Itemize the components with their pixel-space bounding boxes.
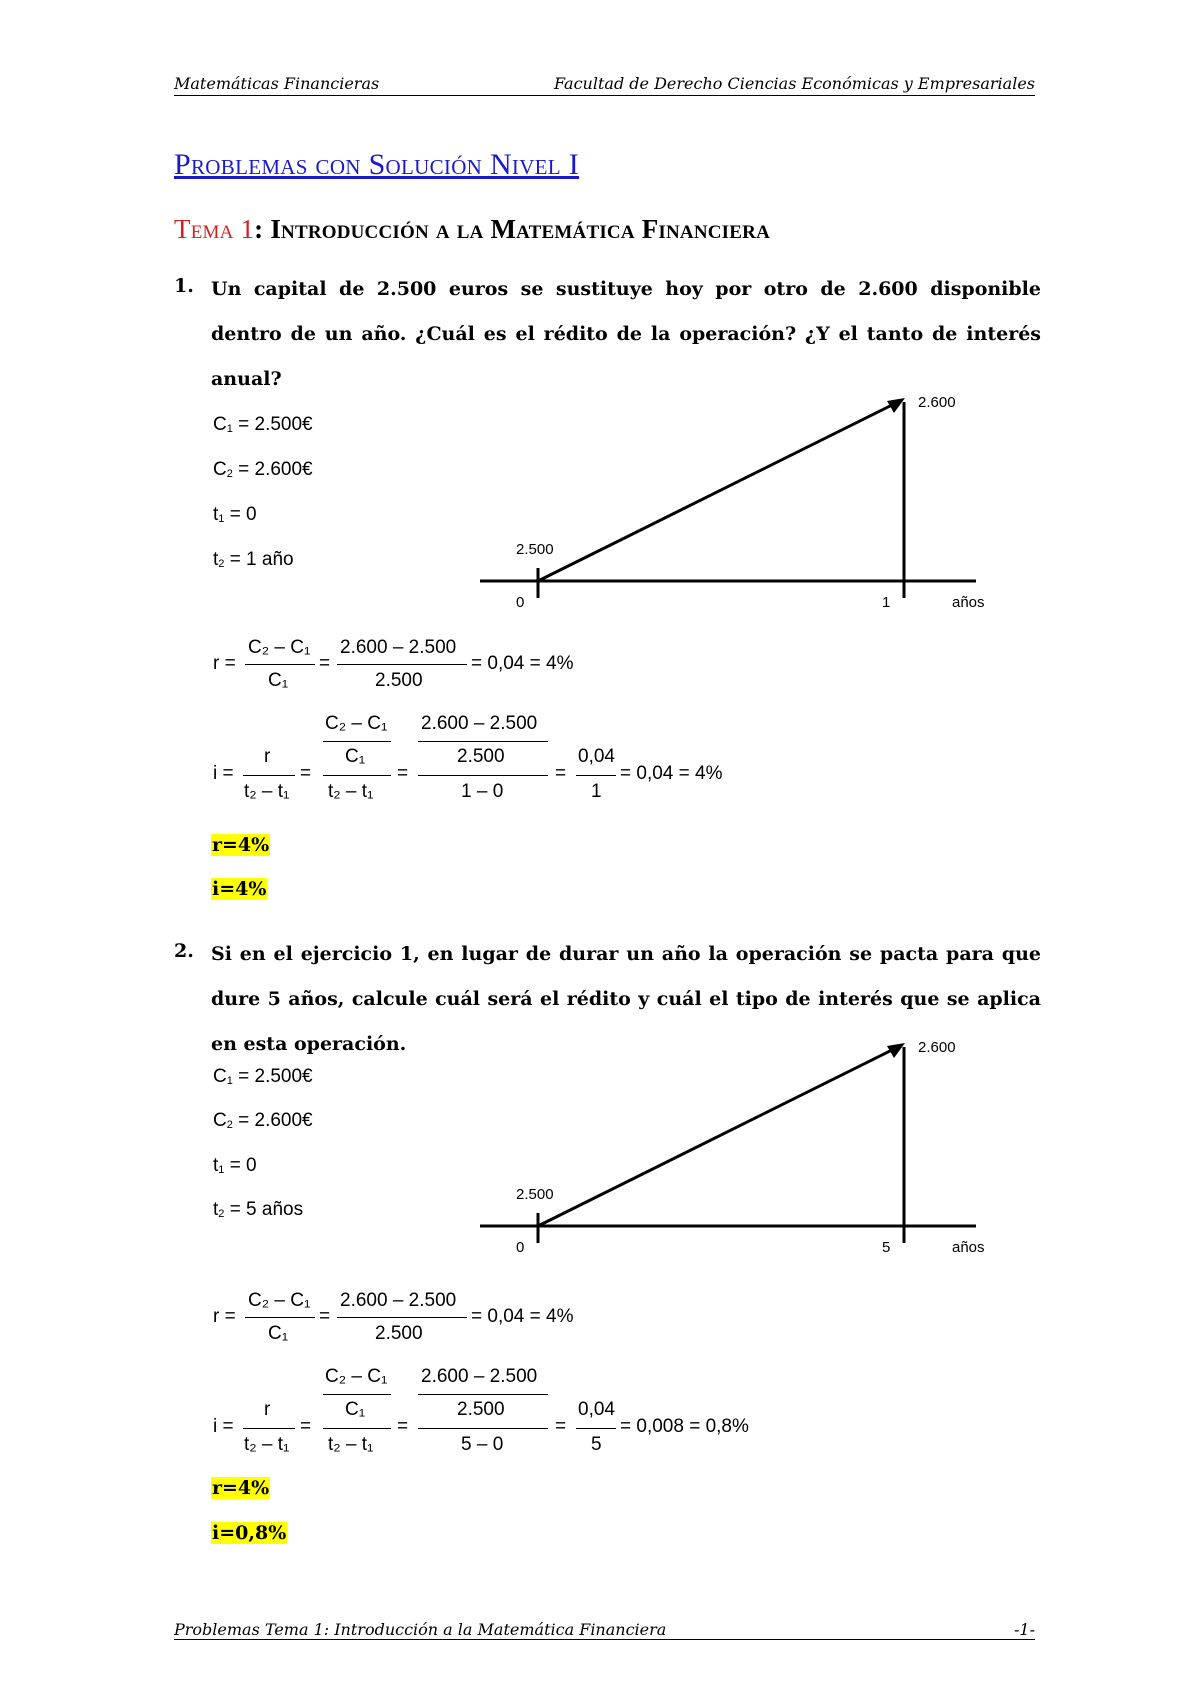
i-num1: r <box>264 1399 271 1420</box>
end-value-label: 2.600 <box>918 1039 956 1056</box>
i-den4: 5 <box>591 1434 602 1455</box>
data-t2: $t_2 = 1$ año <box>213 549 294 570</box>
i-num2-top: C₂ – C₁ <box>325 713 388 734</box>
fraction-bar <box>418 741 548 742</box>
i-result: = 0,04 = 4% <box>620 763 723 784</box>
data-c1: $C_1$ = 2.500€ <box>213 1066 313 1087</box>
equals: = <box>319 1306 331 1327</box>
r-num2: 2.600 – 2.500 <box>340 637 457 658</box>
end-time-label: 5 <box>882 1239 891 1256</box>
r-den1: C₁ <box>268 1323 289 1344</box>
fraction-bar <box>576 775 616 776</box>
fraction-bar <box>323 1394 391 1395</box>
data-t1: $t_1 = 0$ <box>213 1155 257 1176</box>
equals: = <box>319 653 331 674</box>
fraction-bar <box>418 775 548 776</box>
i-den4: 1 <box>591 781 602 802</box>
growth-arrow <box>538 1049 894 1226</box>
i-den3: 1 – 0 <box>461 781 504 802</box>
data-c1: $C_1$ = 2.500€ <box>213 414 313 435</box>
i-num2-bot: C₁ <box>345 746 366 767</box>
fraction-bar <box>418 1428 548 1429</box>
r-den2: 2.500 <box>375 670 423 691</box>
start-value-label: 2.500 <box>516 541 554 558</box>
data-c2: $C_2$ = 2.600€ <box>213 1110 313 1131</box>
problem-statement: Si en el ejercicio 1, en lugar de durar un año la operación se pacta para que dure 5 años, calcule cuál será el rédito y cuál el tipo de interés que se aplica en esta operación. <box>211 943 1041 1055</box>
equals: = <box>300 763 312 784</box>
i-lhs: i = <box>213 763 234 784</box>
timeline-diagram <box>480 1035 1000 1256</box>
i-num1: r <box>264 746 271 767</box>
fraction-bar <box>576 1428 616 1429</box>
arrow-head <box>887 1043 905 1058</box>
fraction-bar <box>323 1428 391 1429</box>
data-t2: $t_2 = 5$ años <box>213 1199 304 1220</box>
i-num3-bot: 2.500 <box>457 746 505 767</box>
equals: = <box>555 1416 567 1437</box>
i-num4: 0,04 <box>578 746 615 767</box>
i-num3-bot: 2.500 <box>457 1399 505 1420</box>
footer-left: Problemas Tema 1: Introducción a la Matemática Financiera <box>174 1620 667 1639</box>
growth-arrow <box>538 404 894 581</box>
fraction-bar <box>337 1317 467 1318</box>
start-time-label: 0 <box>516 1239 525 1256</box>
timeline-diagram <box>480 390 1000 611</box>
answer-r: r=4% <box>212 834 270 856</box>
r-num1: C₂ – C₁ <box>248 1290 311 1311</box>
header-right: Facultad de Derecho Ciencias Económicas y Empresariales <box>554 74 1035 93</box>
i-den2: t₂ – t₁ <box>328 1434 374 1455</box>
r-den1: C₁ <box>268 670 289 691</box>
fraction-bar <box>323 741 391 742</box>
end-time-label: 1 <box>882 594 891 611</box>
start-value-label: 2.500 <box>516 1186 554 1203</box>
i-num2-top: C₂ – C₁ <box>325 1366 388 1387</box>
equals: = <box>300 1416 312 1437</box>
start-time-label: 0 <box>516 594 525 611</box>
i-den1: t₂ – t₁ <box>244 1434 290 1455</box>
r-lhs: r = <box>213 653 236 674</box>
i-num4: 0,04 <box>578 1399 615 1420</box>
section-title <box>174 214 770 245</box>
page-title: Problemas con Solución Nivel I <box>174 148 580 181</box>
r-num1: C₂ – C₁ <box>248 637 311 658</box>
equals: = <box>555 763 567 784</box>
fraction-bar <box>245 1317 315 1318</box>
i-num3-top: 2.600 – 2.500 <box>421 713 538 734</box>
answer-i: i=0,8% <box>212 1522 287 1544</box>
fraction-bar <box>243 1428 295 1429</box>
data-c2: $C_2$ = 2.600€ <box>213 459 313 480</box>
i-result: = 0,008 = 0,8% <box>620 1416 749 1437</box>
r-result: = 0,04 = 4% <box>471 653 574 674</box>
page-number: -1- <box>1014 1620 1035 1639</box>
i-den2: t₂ – t₁ <box>328 781 374 802</box>
r-lhs: r = <box>213 1306 236 1327</box>
equals: = <box>397 763 409 784</box>
problem-statement: Un capital de 2.500 euros se sustituye hoy por otro de 2.600 disponible dentro de un año. ¿Cuál es el rédito de la operación? ¿Y el tanto de interés anual? <box>211 278 1041 390</box>
equals: = <box>397 1416 409 1437</box>
answer-i: i=4% <box>212 878 267 900</box>
tema-label: Tema 1 <box>174 214 255 244</box>
i-den1: t₂ – t₁ <box>244 781 290 802</box>
axis-unit-label: años <box>952 1239 985 1256</box>
r-den2: 2.500 <box>375 1323 423 1344</box>
fraction-bar <box>245 664 315 665</box>
fraction-bar <box>323 775 391 776</box>
axis-unit-label: años <box>952 594 985 611</box>
tema-name: : Introducción a la Matemática Financiera <box>254 214 770 244</box>
arrow-head <box>887 398 905 413</box>
i-num2-bot: C₁ <box>345 1399 366 1420</box>
problem-number: 2. <box>174 940 194 962</box>
header-left: Matemáticas Financieras <box>174 74 380 93</box>
i-lhs: i = <box>213 1416 234 1437</box>
header-rule <box>174 95 1035 96</box>
answer-r: r=4% <box>212 1477 270 1499</box>
fraction-bar <box>337 664 467 665</box>
i-den3: 5 – 0 <box>461 1434 504 1455</box>
problem-number: 1. <box>174 275 194 297</box>
r-num2: 2.600 – 2.500 <box>340 1290 457 1311</box>
footer-rule <box>174 1639 1035 1640</box>
fraction-bar <box>418 1394 548 1395</box>
end-value-label: 2.600 <box>918 394 956 411</box>
data-t1: $t_1 = 0$ <box>213 504 257 525</box>
r-result: = 0,04 = 4% <box>471 1306 574 1327</box>
i-num3-top: 2.600 – 2.500 <box>421 1366 538 1387</box>
fraction-bar <box>243 775 295 776</box>
